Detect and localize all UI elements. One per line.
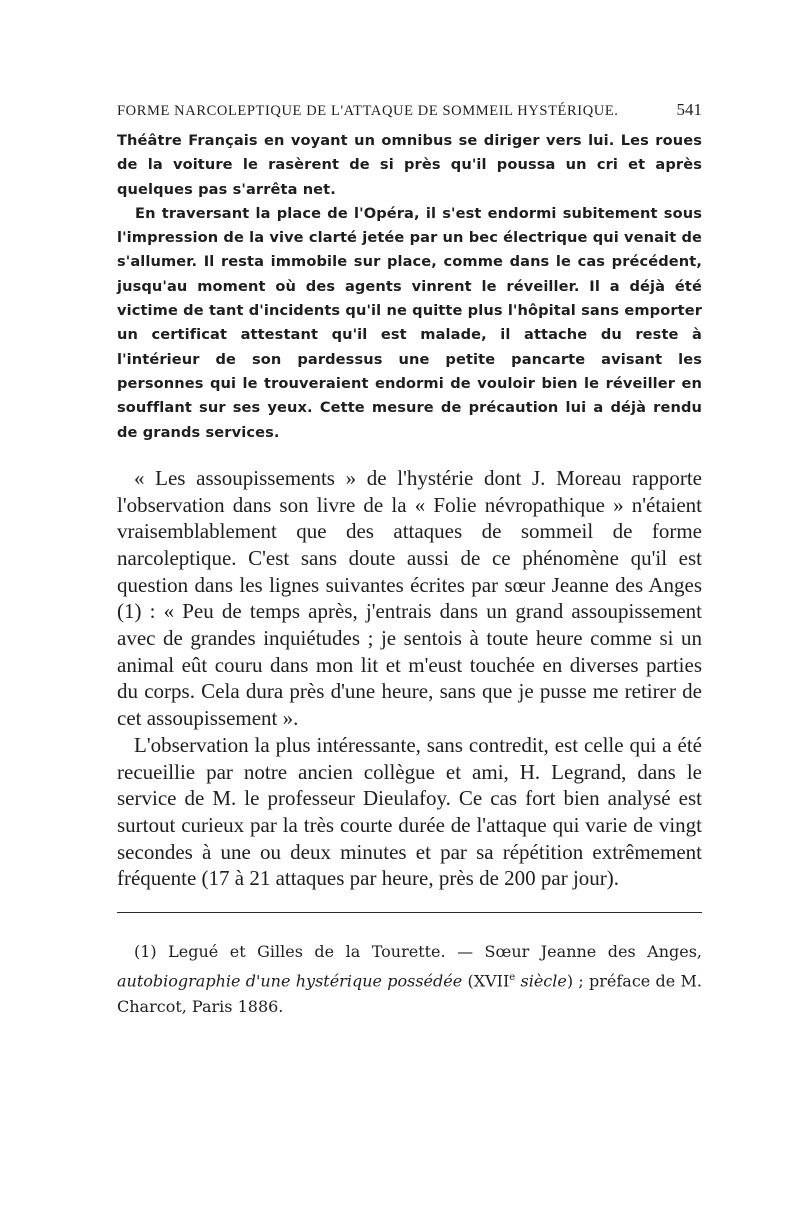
paragraph-assoupissements: « Les assoupissements » de l'hystérie dont J. Moreau rapporte l'observation dans son livre de la « Folie névropathique » n'étaient vraisemblablement que des attaques de sommeil de forme narcoleptique. C'est sans doute aussi de ce phénomène qu'il est question dans les lignes suivantes écrites par sœur Jeanne des Anges (1) : « Peu de temps après, j'entrais dans un grand assoupissement avec de grandes inquiétudes ; je sentois à toute heure comme si un animal eût couru dans mon lit et m'eust touchée en diverses parties du corps. Cela dura près d'une heure, sans que je pusse me retirer de cet assoupissement ». (117, 465, 702, 731)
case-narrative (117, 129, 702, 445)
footnote-authors: Legué et Gilles de la Tourette. — Sœur Jeanne des Anges, (168, 942, 703, 962)
paragraph-opera-incident: En traversant la place de l'Opéra, il s'est endormi subitement sous l'impression de la vive clarté jetée par un bec électrique qui venait de s'allumer. Il resta immobile sur place, comme dans le cas précédent, jusqu'au moment où des agents vinrent le réveiller. Il a déjà été victime de tant d'incidents qu'il ne quitte plus l'hôpital sans emporter un certificat attestant qu'il est malade, il attache du reste à l'intérieur de son pardessus une petite pancarte avisant les personnes qui le trouveraient endormi de vouloir bien le réveiller en soufflant sur ses yeux. Cette mesure de précaution lui a déjà rendu de grands services. (117, 204, 702, 441)
main-text (117, 465, 702, 892)
paragraph-continuation: Théâtre Français en voyant un omnibus se diriger vers lui. Les roues de la voiture le rasèrent de si près qu'il poussa un cri et après quelques pas s'arrêta net. (117, 132, 702, 198)
page-number: 541 (676, 100, 702, 119)
running-head (117, 100, 702, 120)
footnote-century-word: siècle (520, 971, 567, 991)
footnote (117, 939, 702, 1020)
footnote-century-open: (XVII (467, 971, 510, 991)
footnote-rule (117, 912, 702, 913)
page (117, 100, 702, 1020)
running-title: FORME NARCOLEPTIQUE DE L'ATTAQUE DE SOMMEIL HYSTÉRIQUE. (117, 103, 619, 119)
paragraph-legrand-observation: L'observation la plus intéressante, sans contredit, est celle qui a été recueillie par notre ancien collègue et ami, H. Legrand, dans le service de M. le professeur Dieulafoy. Ce cas fort bien analysé est surtout curieux par la très courte durée de l'attaque qui varie de vingt secondes à une ou deux minutes et par sa répétition extrêmement fréquente (17 à 21 attaques par heure, près de 200 par jour). (117, 732, 702, 891)
footnote-century-sup: e (509, 972, 516, 984)
footnote-title: autobiographie d'une hystérique possédée (117, 971, 463, 991)
footnote-close: ) ; préface de M. Charcot, Paris 1886. (117, 971, 702, 1017)
footnote-marker: (1) (134, 942, 157, 962)
